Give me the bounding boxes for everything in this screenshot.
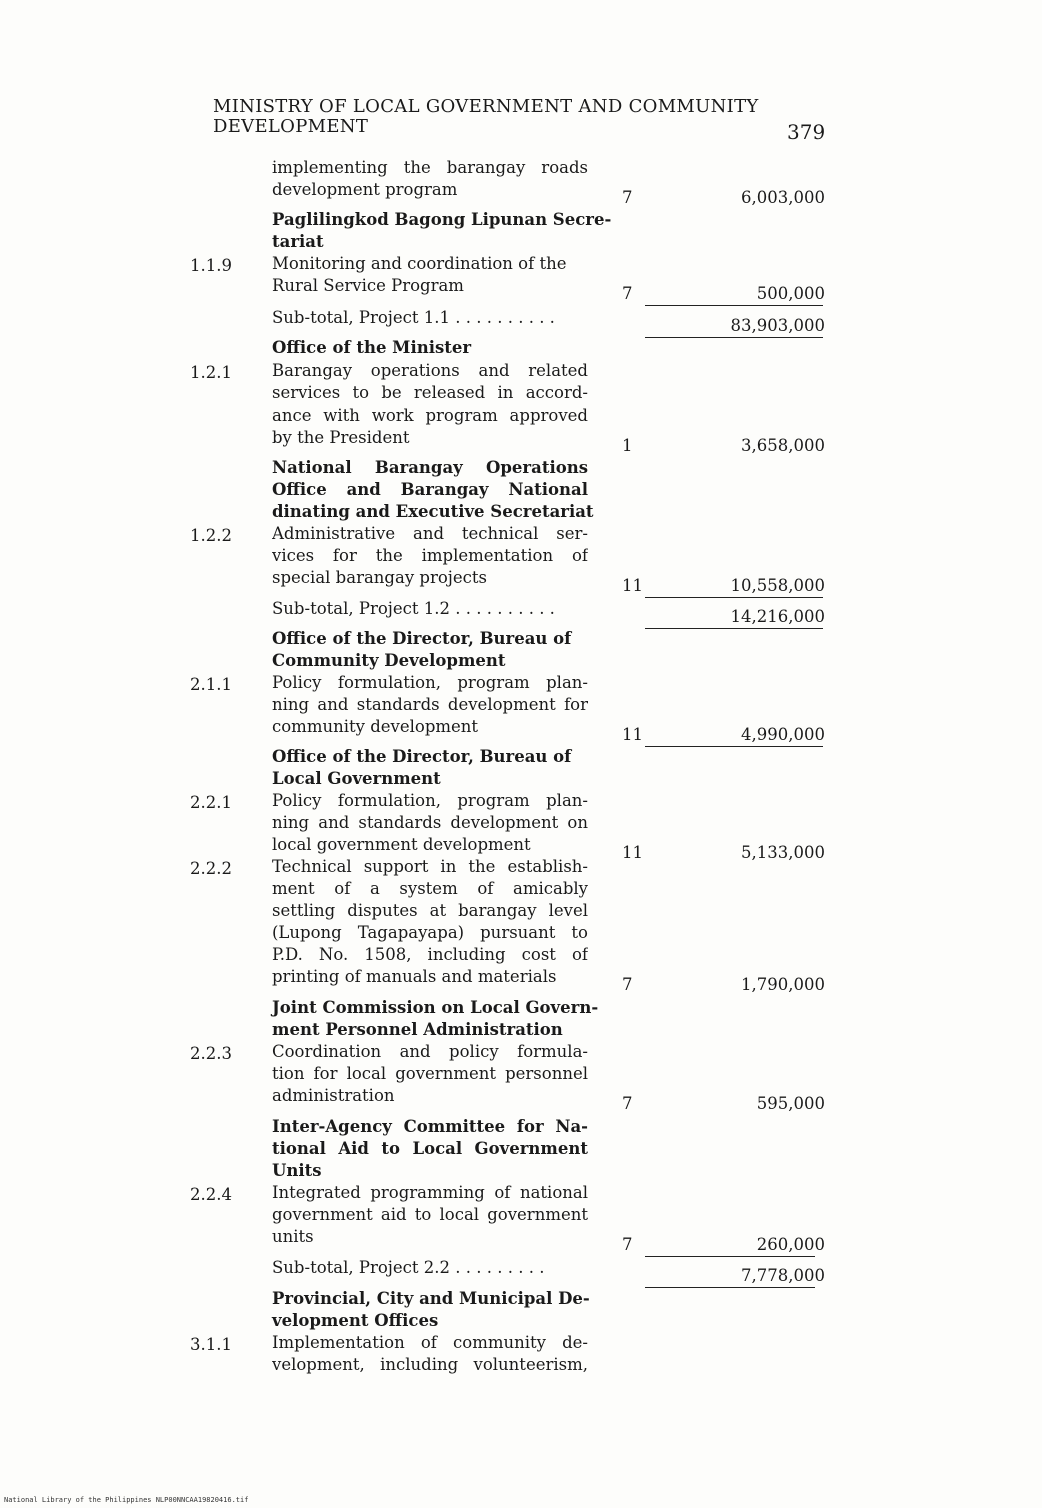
item-description: velopment, including volunteerism, <box>272 1355 588 1374</box>
item-amount: 1,790,000 <box>741 975 825 994</box>
item-description: Joint Commission on Local Govern- <box>272 998 599 1017</box>
amount-underline <box>645 746 823 747</box>
item-description: printing of manuals and materials <box>272 967 557 986</box>
item-description: development program <box>272 180 458 199</box>
item-description: by the President <box>272 428 410 447</box>
item-description: Units <box>272 1161 322 1180</box>
item-description: Sub-total, Project 1.2 . . . . . . . . . . <box>272 599 555 618</box>
item-description: community development <box>272 717 479 736</box>
item-description: dinating and Executive Secretariat <box>272 502 594 521</box>
item-code: 2.1.1 <box>190 675 232 694</box>
item-amount: 4,990,000 <box>741 725 825 744</box>
item-amount: 6,003,000 <box>741 188 825 207</box>
amount-underline <box>645 1287 815 1288</box>
item-description: implementing the barangay roads <box>272 158 588 177</box>
amount-underline <box>645 337 823 338</box>
item-description: units <box>272 1227 314 1246</box>
item-description: Community Development <box>272 651 506 670</box>
amount-underline <box>645 1256 815 1257</box>
item-code: 2.2.3 <box>190 1044 232 1063</box>
item-amount: 260,000 <box>756 1235 825 1254</box>
item-description: Technical support in the establish- <box>272 857 588 876</box>
item-code: 2.2.2 <box>190 859 232 878</box>
item-description: Policy formulation, program plan- <box>272 673 588 692</box>
item-description: Office and Barangay National <box>272 480 588 499</box>
item-description: Coordination and policy formula- <box>272 1042 588 1061</box>
scan-footer: National Library of the Philippines NLP00NNCAA19820416.tif <box>4 1496 249 1504</box>
amount-underline <box>645 628 823 629</box>
item-amount: 595,000 <box>756 1094 825 1113</box>
item-description: Administrative and technical ser- <box>272 524 588 543</box>
ministry-title-line2: DEVELOPMENT <box>213 116 369 137</box>
item-description: Sub-total, Project 2.2 . . . . . . . . . <box>272 1258 545 1277</box>
page-number: 379 <box>787 120 826 144</box>
item-description: P.D. No. 1508, including cost of <box>272 945 588 964</box>
item-code: 1.2.1 <box>190 363 232 382</box>
item-description: ment of a system of amicably <box>272 879 588 898</box>
item-description: Paglilingkod Bagong Lipunan Secre- <box>272 210 612 229</box>
item-description: tion for local government personnel <box>272 1064 588 1083</box>
item-code: 1.2.2 <box>190 526 232 545</box>
item-description: velopment Offices <box>272 1311 439 1330</box>
item-description: Local Government <box>272 769 441 788</box>
amount-underline <box>645 597 823 598</box>
item-amount: 3,658,000 <box>741 436 825 455</box>
item-description: ance with work program approved <box>272 406 588 425</box>
item-description: Office of the Director, Bureau of <box>272 629 572 648</box>
item-amount: 10,558,000 <box>730 576 825 595</box>
item-description: Provincial, City and Municipal De- <box>272 1289 590 1308</box>
item-description: Integrated programming of national <box>272 1183 588 1202</box>
ministry-title-line1: MINISTRY OF LOCAL GOVERNMENT AND COMMUNITY <box>213 96 759 117</box>
ministry-title <box>213 97 773 137</box>
item-count: 7 <box>622 975 633 994</box>
item-description: Sub-total, Project 1.1 . . . . . . . . . . <box>272 308 555 327</box>
item-description: Barangay operations and related <box>272 361 588 380</box>
item-amount: 7,778,000 <box>741 1266 825 1285</box>
item-amount: 83,903,000 <box>730 316 825 335</box>
item-description: tariat <box>272 232 324 251</box>
item-count: 7 <box>622 188 633 207</box>
item-description: services to be released in accord- <box>272 383 588 402</box>
item-code: 1.1.9 <box>190 256 232 275</box>
item-code: 2.2.4 <box>190 1185 232 1204</box>
item-code: 2.2.1 <box>190 793 232 812</box>
item-count: 11 <box>622 576 643 595</box>
item-count: 7 <box>622 284 633 303</box>
item-description: Monitoring and coordination of the <box>272 254 567 273</box>
item-count: 1 <box>622 436 633 455</box>
item-description: Office of the Director, Bureau of <box>272 747 572 766</box>
item-description: Office of the Minister <box>272 338 472 357</box>
item-amount: 14,216,000 <box>730 607 825 626</box>
item-count: 11 <box>622 843 643 862</box>
item-amount: 5,133,000 <box>741 843 825 862</box>
item-description: Inter-Agency Committee for Na- <box>272 1117 588 1136</box>
item-description: Rural Service Program <box>272 276 464 295</box>
item-count: 11 <box>622 725 643 744</box>
item-description: National Barangay Operations <box>272 458 588 477</box>
item-description: government aid to local government <box>272 1205 588 1224</box>
item-description: ment Personnel Administration <box>272 1020 563 1039</box>
item-count: 7 <box>622 1235 633 1254</box>
item-description: (Lupong Tagapayapa) pursuant to <box>272 923 588 942</box>
amount-underline <box>645 305 823 306</box>
item-count: 7 <box>622 1094 633 1113</box>
item-description: ning and standards development on <box>272 813 588 832</box>
item-description: ning and standards development for <box>272 695 588 714</box>
item-description: settling disputes at barangay level <box>272 901 588 920</box>
item-description: vices for the implementation of <box>272 546 588 565</box>
item-description: Implementation of community de- <box>272 1333 588 1352</box>
item-code: 3.1.1 <box>190 1335 232 1354</box>
item-description: special barangay projects <box>272 568 487 587</box>
item-amount: 500,000 <box>756 284 825 303</box>
item-description: tional Aid to Local Government <box>272 1139 588 1158</box>
item-description: Policy formulation, program plan- <box>272 791 588 810</box>
item-description: administration <box>272 1086 395 1105</box>
item-description: local government development <box>272 835 531 854</box>
